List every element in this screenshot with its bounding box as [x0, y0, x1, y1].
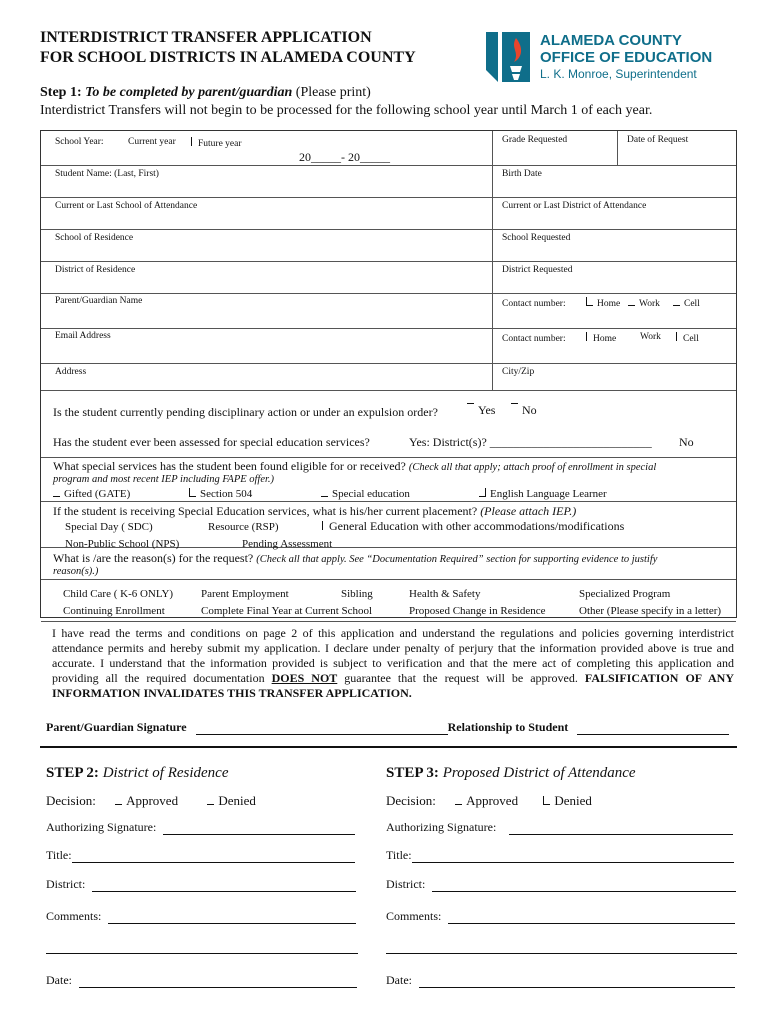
checkbox-icon[interactable]	[207, 796, 214, 805]
checkbox-icon[interactable]	[673, 297, 680, 306]
reasons-question	[53, 551, 657, 566]
step3-decision-label: Decision:	[386, 793, 436, 808]
gen-ed-label: General Education with other accommodations/modifications	[329, 519, 625, 533]
step2-approved-option[interactable]	[115, 793, 178, 808]
step1-print-note: (Please print)	[295, 85, 371, 100]
step3-heading	[386, 765, 636, 782]
checkbox-icon[interactable]	[322, 521, 325, 530]
denied-label: Denied	[554, 793, 592, 808]
auth-sig-label: Authorizing Signature:	[386, 820, 497, 834]
step3-label: STEP 3:	[386, 765, 439, 781]
approved-label: Approved	[466, 793, 519, 808]
reasons-note-2: reason(s).)	[53, 566, 99, 577]
gifted-option[interactable]	[53, 488, 130, 500]
birth-date-field[interactable]: Birth Date	[502, 169, 542, 179]
discipline-question: Is the student currently pending disciplinary action or under an expulsion order?	[53, 405, 438, 419]
step2-auth-signature[interactable]	[46, 820, 355, 835]
city-zip-field[interactable]: City/Zip	[502, 367, 535, 377]
torch-logo-icon	[484, 30, 532, 84]
step3-denied-option[interactable]	[543, 793, 592, 808]
future-year-checkbox[interactable]	[191, 137, 194, 146]
reason-specialized-program[interactable]: Specialized Program	[579, 588, 671, 600]
special-ed-label: Special education	[332, 488, 410, 500]
checkbox-icon[interactable]	[586, 332, 589, 341]
processing-note: Interdistrict Transfers will not begin to be processed for the following school year until March 1 of each year.	[40, 103, 653, 118]
reason-proposed-change[interactable]: Proposed Change in Residence	[409, 605, 546, 617]
step3-approved-option[interactable]	[455, 793, 518, 808]
section504-label: Section 504	[200, 488, 253, 500]
assessment-yes-district-field[interactable]: Yes: District(s)? ___________________________	[409, 435, 652, 449]
gen-ed-option[interactable]	[322, 519, 624, 534]
step2-denied-option[interactable]	[207, 793, 256, 808]
falsification-warning: FALSIFICATION OF ANY INFORMATION INVALIDATES THIS TRANSFER APPLICATION.	[52, 671, 734, 700]
checkbox-icon[interactable]	[676, 332, 679, 341]
step3-decision-row	[386, 793, 592, 809]
reason-continuing-enrollment[interactable]: Continuing Enrollment	[63, 605, 165, 617]
reasons-note: (Check all that apply. See “Documentation Required” section for supporting evidence to justify	[256, 554, 658, 565]
logo-superintendent: L. K. Monroe, Superintendent	[540, 67, 697, 81]
pending-assessment-option[interactable]: Pending Assessment	[242, 538, 333, 550]
step2-date-field[interactable]	[46, 973, 357, 988]
contact-1-cell-option[interactable]	[673, 297, 700, 309]
school-year-label: School Year:	[55, 137, 104, 147]
parent-signature-row	[46, 720, 729, 735]
acoe-logo	[484, 30, 724, 86]
auth-sig-label: Authorizing Signature:	[46, 820, 157, 834]
step3-comments-field[interactable]	[386, 909, 735, 924]
future-year-option[interactable]	[191, 137, 242, 149]
logo-text	[540, 32, 712, 66]
sdc-option[interactable]: Special Day ( SDC)	[65, 521, 153, 533]
parent-name-field[interactable]: Parent/Guardian Name	[55, 296, 143, 306]
assessment-no-option[interactable]: No	[679, 435, 694, 449]
special-services-question	[53, 459, 656, 474]
nps-option[interactable]: Non-Public School (NPS)	[65, 538, 180, 550]
school-requested-field[interactable]: School Requested	[502, 233, 571, 243]
placement-question	[53, 504, 576, 519]
step2-title-field[interactable]	[46, 848, 355, 863]
current-year-option[interactable]	[128, 137, 176, 147]
declaration-text	[52, 626, 734, 701]
comments-label: Comments:	[46, 909, 102, 923]
current-district-field[interactable]: Current or Last District of Attendance	[502, 201, 647, 211]
step2-decision-row	[46, 793, 256, 809]
grade-requested-field[interactable]: Grade Requested	[502, 135, 568, 145]
title-label: Title:	[46, 848, 72, 862]
form-title	[40, 28, 416, 68]
comments-label: Comments:	[386, 909, 442, 923]
step3-auth-signature[interactable]	[386, 820, 733, 835]
discipline-yes-option[interactable]	[467, 403, 495, 418]
logo-line-1: ALAMEDA COUNTY	[540, 32, 682, 49]
placement-note: (Please attach IEP.)	[480, 504, 577, 518]
gifted-label: Gifted (GATE)	[64, 488, 131, 500]
section504-option[interactable]	[189, 488, 252, 500]
checkbox-icon[interactable]	[586, 297, 593, 306]
home-label: Home	[593, 334, 617, 344]
step2-comments-line[interactable]	[46, 953, 358, 954]
step2-title: District of Residence	[102, 765, 229, 781]
checkbox-icon[interactable]	[455, 796, 462, 805]
section-divider	[40, 746, 737, 748]
student-name-field[interactable]: Student Name: (Last, First)	[55, 169, 159, 179]
reasons-text: What is /are the reason(s) for the request?	[53, 551, 254, 565]
step1-instruction: To be completed by parent/guardian	[85, 85, 293, 100]
special-ed-option[interactable]	[321, 488, 410, 500]
contact-1-home-option[interactable]	[586, 297, 620, 309]
step1-label: Step 1:	[40, 85, 82, 100]
date-of-request-field[interactable]: Date of Request	[627, 135, 689, 145]
parent-signature-label: Parent/Guardian Signature	[46, 720, 187, 734]
contact-1-work-option[interactable]	[628, 297, 660, 309]
rsp-option[interactable]: Resource (RSP)	[208, 521, 279, 533]
checkbox-icon[interactable]	[321, 488, 328, 497]
cell-label: Cell	[683, 334, 699, 344]
checkbox-icon[interactable]	[189, 488, 196, 497]
district-label: District:	[46, 877, 86, 891]
date-label: Date:	[386, 973, 412, 987]
contact-number-2-label: Contact number:	[502, 334, 566, 344]
logo-line-2: OFFICE OF EDUCATION	[540, 49, 713, 66]
contact-2-cell-option[interactable]	[676, 332, 699, 344]
step3-title-field[interactable]	[386, 848, 734, 863]
reason-parent-employment[interactable]: Parent Employment	[201, 588, 289, 600]
reason-sibling[interactable]: Sibling	[341, 588, 373, 600]
discipline-no-option[interactable]	[511, 403, 537, 418]
title-line-1: INTERDISTRICT TRANSFER APPLICATION	[40, 29, 372, 46]
special-services-text: What special services has the student been found eligible for or received?	[53, 459, 406, 473]
step3-district-field[interactable]	[386, 877, 736, 892]
declaration-guarantee: guarantee that the request will be approved.	[344, 671, 578, 685]
placement-text: If the student is receiving Special Education services, what is his/her current placement?	[53, 504, 478, 518]
checkbox-icon[interactable]	[115, 796, 122, 805]
future-year-label: Future year	[198, 139, 242, 149]
step2-label: STEP 2:	[46, 765, 99, 781]
denied-label: Denied	[218, 793, 256, 808]
title-line-2: FOR SCHOOL DISTRICTS IN ALAMEDA COUNTY	[40, 49, 416, 66]
work-label: Work	[640, 332, 661, 342]
checkbox-icon[interactable]	[628, 297, 635, 306]
current-school-field[interactable]: Current or Last School of Attendance	[55, 201, 198, 211]
district-requested-field[interactable]: District Requested	[502, 265, 573, 275]
application-form	[40, 130, 737, 618]
special-services-note-2: program and most recent IEP including FAPE offer.)	[53, 474, 275, 485]
district-label: District:	[386, 877, 426, 891]
checkbox-icon[interactable]	[53, 488, 60, 497]
reason-other[interactable]: Other (Please specify in a letter)	[579, 605, 722, 617]
ell-option[interactable]	[479, 488, 607, 500]
reason-child-care[interactable]: Child Care ( K-6 ONLY)	[63, 588, 174, 600]
relationship-line[interactable]	[577, 734, 729, 735]
declaration-body: I have read the terms and conditions on page 2 of this application and understand the regulations and policies governing interdistrict attendance permits and hereby submit my application. I declare under penalty of perjury that the information provided above is true and accurate. I understand that the information provided is subject to verification and that the mere act of completing this application and providing all the required documentation	[52, 626, 734, 685]
step2-decision-label: Decision:	[46, 793, 96, 808]
contact-2-work-option[interactable]	[640, 332, 661, 342]
step3-date-field[interactable]	[386, 973, 735, 988]
step2-comments-field[interactable]	[46, 909, 356, 924]
step1-heading	[40, 85, 371, 101]
home-label: Home	[597, 299, 621, 309]
ell-label: English Language Learner	[490, 488, 607, 500]
email-field[interactable]: Email Address	[55, 331, 111, 341]
does-not-emphasis: DOES NOT	[271, 671, 338, 685]
parent-signature-line[interactable]	[196, 734, 448, 735]
checkbox-icon[interactable]	[511, 403, 518, 410]
checkbox-icon[interactable]	[467, 403, 474, 410]
no-label: No	[522, 403, 537, 417]
step3-title: Proposed District of Attendance	[442, 765, 636, 781]
step2-district-field[interactable]	[46, 877, 356, 892]
checkbox-icon[interactable]	[543, 796, 550, 805]
date-label: Date:	[46, 973, 72, 987]
special-services-note: (Check all that apply; attach proof of enrollment in special	[408, 462, 657, 473]
district-of-residence-field[interactable]: District of Residence	[55, 265, 136, 275]
approved-label: Approved	[126, 793, 179, 808]
address-field[interactable]: Address	[55, 367, 87, 377]
school-of-residence-field[interactable]: School of Residence	[55, 233, 134, 243]
title-label: Title:	[386, 848, 412, 862]
work-label: Work	[639, 299, 660, 309]
checkbox-icon[interactable]	[479, 488, 486, 497]
reason-health-safety[interactable]: Health & Safety	[409, 588, 481, 600]
relationship-label: Relationship to Student	[447, 720, 569, 734]
current-year-label: Current year	[128, 137, 176, 147]
assessment-question: Has the student ever been assessed for special education services?	[53, 435, 370, 449]
contact-2-home-option[interactable]	[586, 332, 616, 344]
step2-heading	[46, 765, 229, 782]
contact-number-1-label: Contact number:	[502, 299, 566, 309]
step3-comments-line[interactable]	[386, 953, 737, 954]
yes-label: Yes	[478, 403, 496, 417]
reason-final-year[interactable]: Complete Final Year at Current School	[201, 605, 373, 617]
cell-label: Cell	[684, 299, 700, 309]
year-blank-field[interactable]: 20_____- 20_____	[299, 150, 390, 164]
